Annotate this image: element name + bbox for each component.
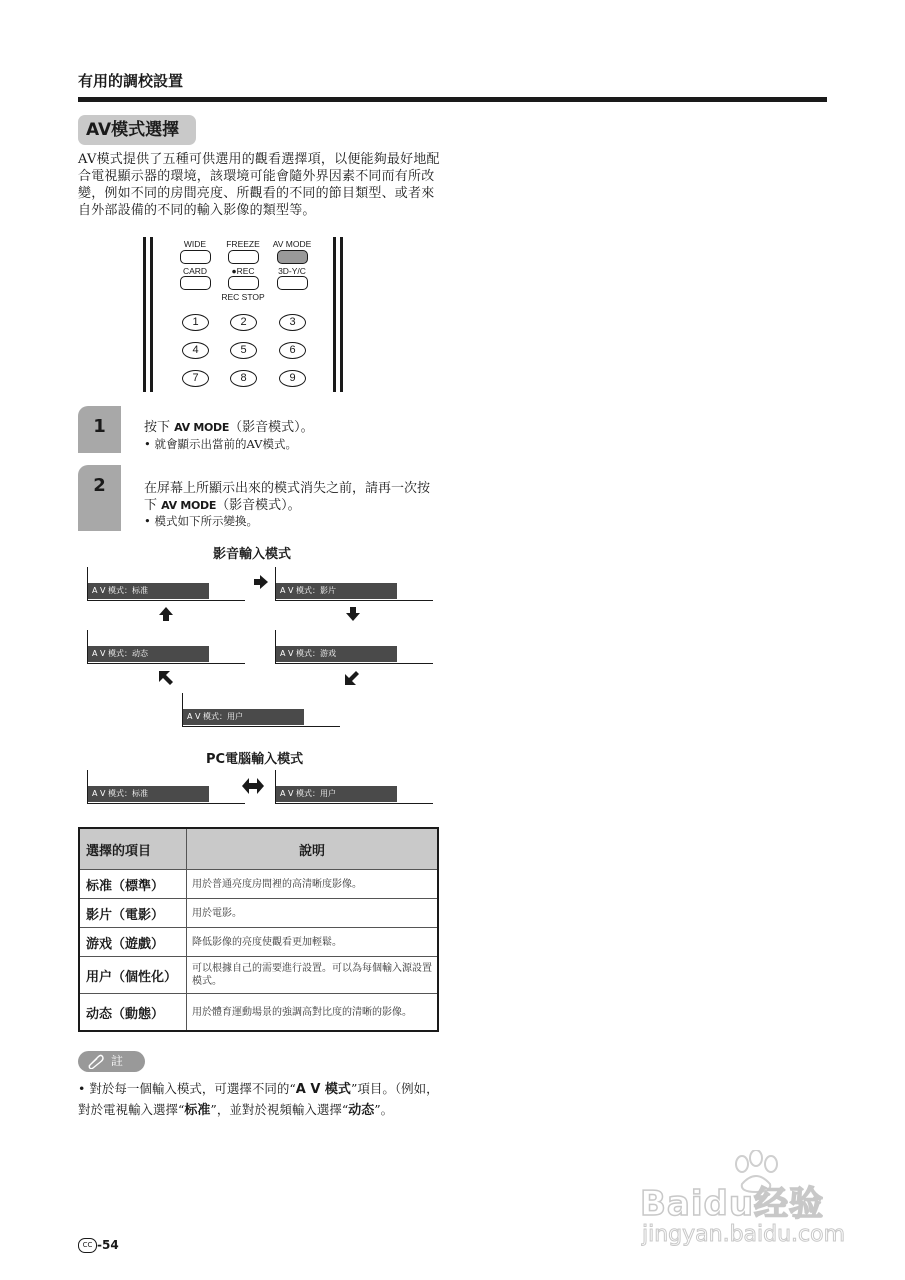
card-button: [180, 276, 211, 290]
mode-bar-standard: A V 模式：标准: [88, 583, 209, 599]
mode-box-standard: [87, 567, 244, 601]
mode-bar-dynamic: A V 模式：动态: [88, 646, 209, 662]
table-header-description: 說明: [187, 828, 439, 870]
rec-label: ●REC: [231, 266, 255, 276]
arrow-up-icon: [159, 607, 173, 621]
mode-bar-movie: A V 模式：影片: [276, 583, 397, 599]
table-row: [79, 899, 438, 928]
mode-name: 影片（電影）: [79, 899, 187, 928]
note-part: 。: [380, 1102, 394, 1117]
step-1-text-after: （影音模式）。: [229, 420, 314, 435]
header-rule: [78, 97, 827, 102]
baidu-watermark: [640, 1150, 880, 1260]
step-1-text-before: 按下: [144, 420, 175, 435]
mode-name: 用户（個性化）: [79, 957, 187, 994]
3d-yc-label: 3D-Y/C: [278, 266, 306, 276]
arrow-up-left-icon: [159, 671, 173, 685]
mode-bar-user: A V 模式：用户: [183, 709, 304, 725]
table-header-row: [79, 828, 438, 870]
step-1-button-name: AV MODE: [174, 421, 230, 434]
step-number-1: 1: [78, 406, 121, 453]
mode-name: 游戏（遊戲）: [79, 928, 187, 957]
mode-table: [78, 827, 439, 1032]
remote-edge-right: [333, 237, 336, 392]
freeze-button: [228, 250, 259, 264]
pc-mode-bar-user: A V 模式：用户: [276, 786, 397, 802]
note-label: 註: [111, 1054, 124, 1068]
step-2-button-name: AV MODE: [161, 499, 217, 512]
arrow-both-icon: [242, 778, 264, 794]
mode-box-user: [182, 693, 339, 727]
rec-stop-label: REC STOP: [221, 292, 265, 302]
mode-description: 用於普通亮度房間裡的高清晰度影像。: [187, 870, 439, 899]
mode-description: 用於電影。: [187, 899, 439, 928]
table-row: [79, 994, 438, 1032]
table-header-item: 選擇的項目: [79, 828, 187, 870]
number-key: 8: [230, 370, 257, 387]
number-key: 6: [279, 342, 306, 359]
remote-edge-right: [340, 237, 343, 392]
arrow-down-icon: [346, 607, 360, 621]
wide-label: WIDE: [183, 239, 207, 249]
pc-mode-box-user: [275, 770, 432, 804]
number-key: 9: [279, 370, 306, 387]
step-2-instruction: [144, 480, 442, 514]
av-mode-label: AV MODE: [272, 239, 312, 249]
page-number-value: -54: [97, 1238, 119, 1252]
3d-yc-button: [277, 276, 308, 290]
page-title: AV模式選擇: [78, 115, 196, 145]
mode-description: 降低影像的亮度使觀看更加輕鬆。: [187, 928, 439, 957]
wide-button: [180, 250, 211, 264]
arrow-right-icon: [254, 575, 268, 589]
page-number: [78, 1238, 119, 1253]
step-number-2: 2: [78, 465, 121, 531]
step-2-bullet: • 模式如下所示變換。: [144, 514, 258, 528]
number-key: 1: [182, 314, 209, 331]
note-part: • 對於每一個輸入模式，可選擇不同的: [78, 1081, 290, 1096]
mode-description: 用於體育運動場景的強調高對比度的清晰的影像。: [187, 994, 439, 1032]
rec-button: [228, 276, 259, 290]
step-2-text-after: （影音模式）。: [216, 498, 301, 513]
number-key: 5: [230, 342, 257, 359]
mode-box-game: [275, 630, 432, 664]
table-row: [79, 870, 438, 899]
av-diagram-title: 影音輸入模式: [213, 547, 292, 562]
arrow-down-left-icon: [345, 671, 359, 685]
number-key: 2: [230, 314, 257, 331]
table-row: [79, 928, 438, 957]
watermark-url: jingyan.baidu.com: [642, 1222, 846, 1247]
mode-bar-game: A V 模式：游戏: [276, 646, 397, 662]
note-text: • 對於每一個輸入模式，可選擇不同的“A V 模式”項目。（例如，對於電視輸入選擇“标准”，並對於視頻輸入選擇“动态”。: [78, 1081, 439, 1118]
note-part: 項目。（例如，對於電視輸入選擇: [78, 1081, 439, 1117]
watermark-brand: Baidu经验: [640, 1184, 825, 1224]
number-key: 7: [182, 370, 209, 387]
freeze-label: FREEZE: [226, 239, 260, 249]
pc-mode-bar-standard: A V 模式：标准: [88, 786, 209, 802]
number-key: 4: [182, 342, 209, 359]
step-1-instruction: [144, 419, 444, 436]
mode-description: 可以根據自己的需要進行設置。可以為每個輸入源設置模式。: [187, 957, 439, 994]
note-quote-dynamic: 动态: [348, 1103, 375, 1118]
mode-name: 标准（標準）: [79, 870, 187, 899]
step-2-text-before: 在屏幕上所顯示出來的模式消失之前，請再一次按下: [144, 481, 431, 513]
paperclip-icon: [86, 1054, 104, 1069]
note-quote-standard: 标准: [184, 1103, 211, 1118]
mode-box-movie: [275, 567, 432, 601]
remote-edge-left: [143, 237, 146, 392]
pc-diagram-title: PC電腦輸入模式: [206, 752, 304, 767]
intro-paragraph: AV模式提供了五種可供選用的觀看選擇項，以便能夠最好地配合電視顯示器的環境，該環境可能會隨外界因素不同而有所改變，例如不同的房間亮度、所觀看的不同的節目類型、或者來自外部設備的不同的輸入影像的類型等。: [78, 152, 440, 218]
cc-language-icon: CC: [78, 1238, 97, 1253]
card-label: CARD: [182, 266, 208, 276]
note-badge: [78, 1051, 145, 1072]
note-part: ，並對於視頻輸入選擇: [216, 1102, 342, 1117]
note-quote-av-mode: A V 模式: [295, 1082, 351, 1097]
mode-box-dynamic: [87, 630, 244, 664]
step-1-bullet: • 就會顯示出當前的AV模式。: [144, 437, 297, 451]
av-mode-button: [277, 250, 308, 264]
pc-mode-box-standard: [87, 770, 244, 804]
mode-name: 动态（動態）: [79, 994, 187, 1032]
section-header: 有用的調校設置: [78, 72, 184, 90]
remote-illustration: [140, 237, 350, 393]
remote-edge-left: [150, 237, 153, 392]
table-row: [79, 957, 438, 994]
number-key: 3: [279, 314, 306, 331]
